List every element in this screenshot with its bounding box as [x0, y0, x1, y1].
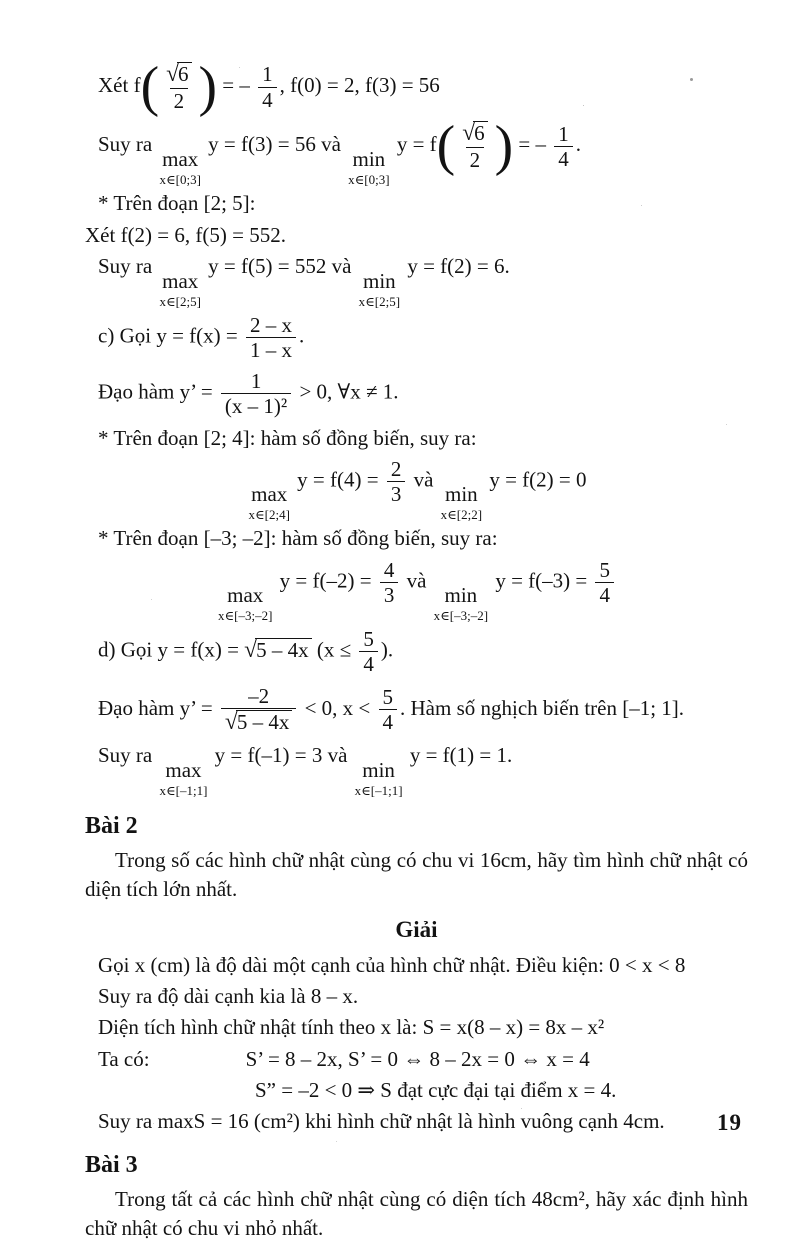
min-operator	[348, 149, 389, 186]
math-text: = –	[217, 72, 256, 97]
math-text: .	[575, 132, 581, 157]
math-text: 1	[262, 62, 273, 87]
max-min-doan-am3-am2-line	[85, 556, 748, 623]
operator-name: max	[251, 482, 288, 507]
math-text: S’ = 8 – 2x, S’ = 0 ⇔ 8 – 2x = 0 ⇔ x = 4	[245, 1046, 590, 1071]
c-goi-y-fx-line	[98, 311, 748, 364]
content	[85, 56, 748, 1244]
operator-name: max	[165, 757, 202, 782]
fraction	[595, 558, 614, 607]
radical	[244, 638, 311, 662]
math-text: 1	[558, 121, 569, 146]
suy-ra-max-min-doan-am1-1-line	[98, 741, 748, 797]
big-paren: )	[198, 56, 218, 119]
fraction	[221, 684, 296, 736]
math-text: y = f(1) = 1.	[404, 742, 513, 767]
math-text: < 0, x <	[299, 695, 376, 720]
suy-ra-canh-kia-line	[98, 982, 748, 1010]
math-text: Suy ra maxS = 16 (cm²) khi hình chữ nhật là hình vuông cạnh 4cm.	[98, 1109, 665, 1134]
math-text: y = f(3) = 56 và	[202, 132, 347, 157]
math-text: y = f(–1) = 3 và	[209, 742, 353, 767]
fraction-denominator	[258, 87, 277, 112]
operator-name: min	[363, 268, 396, 293]
math-text: y = f(5) = 552 và	[202, 253, 357, 278]
operator-name: min	[352, 147, 386, 172]
operator-name: min	[362, 757, 395, 782]
giai-heading: Giải	[395, 916, 438, 942]
math-text: Xét f	[98, 72, 141, 97]
min-operator	[434, 585, 488, 622]
operator-subscript: x∈[2;5]	[159, 293, 201, 309]
goi-x-cm-line	[98, 951, 748, 979]
fraction-denominator	[466, 147, 485, 172]
max-operator	[159, 757, 208, 798]
math-text: Suy ra	[98, 742, 158, 767]
math-text: 4	[382, 710, 394, 735]
math-text: Đạo hàm y’ =	[98, 379, 218, 404]
max-min-doan-2-4-line	[85, 455, 748, 522]
operator-subscript: x∈[2;4]	[248, 507, 290, 523]
bai-2-problem-para: Trong số các hình chữ nhật cùng có chu vi 16cm, hãy tìm hình chữ nhật có diện tích lớn nhất.	[85, 847, 748, 902]
fraction-numerator	[359, 627, 378, 651]
suy-ra-max-min-doan-0-3-line	[98, 115, 748, 188]
operator-name: max	[162, 147, 199, 172]
fraction	[246, 313, 296, 362]
math-text: * Trên đoạn [2; 5]:	[98, 191, 256, 216]
radical-sign-icon: √	[462, 120, 476, 147]
math-text: Diện tích hình chữ nhật tính theo x là: S = x(8 – x) = 8x – x²	[98, 1015, 605, 1040]
math-text: và	[401, 568, 432, 593]
fraction-numerator	[595, 558, 614, 582]
operator-subscript: x∈[0;3]	[348, 172, 390, 188]
math-text: Gọi x (cm) là độ dài một cạnh của hình chữ nhật. Điều kiện: 0 < x < 8	[98, 952, 686, 977]
fraction-denominator	[379, 709, 398, 734]
math-text: 2	[469, 148, 481, 173]
fraction-numerator	[244, 684, 273, 708]
fraction-denominator	[359, 651, 378, 676]
dao-ham-cau-c-line	[98, 367, 748, 420]
math-text: 1 – x	[249, 338, 292, 363]
math-text: 4	[383, 557, 395, 582]
math-text: 5	[363, 627, 374, 652]
math-text: ).	[380, 637, 394, 662]
tren-doan-2-5-line	[98, 189, 748, 217]
math-text: 4	[363, 652, 374, 677]
fraction-denominator	[221, 708, 296, 736]
math-text: Xét f(2) = 6, f(5) = 552.	[85, 222, 286, 247]
page-number: 19	[717, 1110, 742, 1135]
math-text: 5 – 4x	[236, 709, 290, 734]
math-text: = –	[513, 132, 552, 157]
operator-subscript: x∈[2;5]	[358, 293, 401, 309]
bai-3-problem-para: Trong tất cả các hình chữ nhật cùng có diện tích 48cm², hãy xác định hình chữ nhật có chu vi nhỏ nhất.	[85, 1186, 748, 1241]
math-text: d) Gọi y = f(x) =	[98, 637, 245, 662]
math-text: . Hàm số nghịch biến trên [–1; 1].	[400, 695, 685, 720]
s-hai-phay-line	[255, 1076, 748, 1104]
operator-name: max	[227, 583, 264, 608]
fraction-denominator	[170, 88, 189, 113]
math-text: 2	[390, 456, 402, 481]
max-operator	[249, 484, 290, 521]
math-text: Suy ra	[98, 132, 158, 157]
math-text: y = f(2) = 0	[484, 467, 587, 492]
math-text: * Trên đoạn [–3; –2]: hàm số đồng biến, suy ra:	[98, 526, 498, 551]
operator-name: min	[444, 583, 478, 608]
fraction-denominator	[554, 146, 573, 171]
fraction	[258, 62, 277, 111]
math-text: 5	[599, 557, 610, 582]
math-text: Ta có:	[98, 1046, 150, 1071]
math-text: y = f(2) = 6.	[402, 253, 510, 278]
radicand	[177, 62, 192, 87]
fraction	[359, 627, 378, 676]
d-goi-y-fx-line	[98, 625, 748, 678]
radical	[225, 710, 292, 734]
math-text: y = f(–3) =	[490, 568, 593, 593]
math-text: y = f	[391, 132, 437, 157]
min-operator	[441, 484, 482, 521]
radicand	[255, 638, 312, 663]
math-text: 5 – 4x	[256, 637, 309, 662]
math-text: y = f(–2) =	[274, 568, 377, 593]
tren-doan-am3-am2-line	[98, 524, 748, 552]
math-text: 6	[178, 62, 189, 86]
math-text: y = f(4) =	[291, 467, 384, 492]
operator-subscript: x∈[0;3]	[159, 172, 201, 188]
fraction-denominator	[387, 481, 406, 506]
big-paren: (	[436, 115, 456, 178]
operator-subscript: x∈[–1;1]	[159, 782, 208, 798]
math-text: c) Gọi y = f(x) =	[98, 323, 243, 348]
max-operator	[159, 268, 201, 309]
math-text: Suy ra	[98, 253, 158, 278]
bai-2-heading: Bài 2	[85, 812, 138, 839]
fraction-denominator	[380, 582, 399, 607]
suy-ra-max-s-line	[98, 1107, 748, 1135]
min-operator	[358, 268, 401, 309]
operator-subscript: x∈[–3;–2]	[433, 608, 489, 624]
fraction	[221, 369, 291, 418]
ta-co-dao-ham-s-line	[98, 1045, 748, 1073]
radical	[462, 121, 487, 145]
math-text: Suy ra độ dài cạnh kia là 8 – x.	[98, 984, 359, 1009]
math-text: 4	[558, 146, 569, 171]
dao-ham-cau-d-line	[98, 682, 748, 738]
fraction-numerator	[258, 62, 277, 86]
math-text: (x – 1)²	[224, 394, 288, 419]
radical-sign-icon: √	[224, 708, 238, 735]
fraction-denominator	[595, 582, 614, 607]
scan-noise-speckles	[690, 78, 693, 81]
fraction	[387, 457, 406, 506]
suy-ra-max-min-doan-2-5-line	[98, 252, 748, 308]
math-text: 4	[262, 87, 273, 112]
min-operator	[354, 757, 403, 798]
math-text: 2 – x	[249, 312, 292, 337]
fraction	[162, 61, 195, 113]
math-text: 3	[383, 582, 395, 607]
big-paren: (	[140, 56, 160, 119]
radical-sign-icon: √	[244, 636, 258, 663]
max-operator	[218, 585, 272, 622]
math-text: .	[298, 323, 305, 348]
fraction-denominator	[246, 337, 296, 362]
radicand	[236, 710, 293, 735]
fraction	[458, 120, 491, 172]
fraction	[554, 122, 573, 171]
fraction-numerator	[554, 122, 573, 146]
math-text: –2	[248, 683, 270, 708]
fraction	[380, 558, 399, 607]
fraction-numerator	[387, 457, 406, 481]
fraction-numerator	[162, 61, 195, 88]
math-text: và	[408, 467, 439, 492]
math-text: 5	[382, 685, 394, 710]
math-text: * Trên đoạn [2; 4]: hàm số đồng biến, suy ra:	[98, 425, 477, 450]
xet-f2-f5-line	[85, 221, 748, 249]
operator-name: max	[162, 268, 199, 293]
math-text: 1	[250, 369, 262, 394]
math-text: (x ≤	[311, 637, 357, 662]
operator-subscript: x∈[2;2]	[440, 507, 483, 523]
math-text: 3	[390, 482, 402, 507]
math-text: 4	[599, 582, 610, 607]
tren-doan-2-4-line	[98, 424, 748, 452]
radical-sign-icon: √	[166, 61, 180, 87]
fraction-numerator	[246, 313, 296, 337]
fraction-numerator	[247, 369, 266, 393]
fraction-numerator	[458, 120, 491, 147]
operator-subscript: x∈[–3;–2]	[218, 608, 273, 624]
radicand	[473, 121, 488, 146]
math-text: S” = –2 < 0 ⇒ S đạt cực đại tại điểm x = 4.	[255, 1078, 617, 1103]
operator-name: min	[445, 482, 478, 507]
xet-f-sqrt6-line	[98, 56, 748, 119]
radical	[166, 62, 191, 86]
math-text: 2	[173, 89, 185, 114]
math-text: Đạo hàm y’ =	[98, 695, 218, 720]
math-text: > 0, ∀x ≠ 1.	[294, 379, 399, 404]
fraction-numerator	[379, 685, 398, 709]
big-paren: )	[494, 115, 514, 178]
math-text: 6	[474, 121, 485, 146]
max-operator	[160, 149, 201, 186]
bai-3-heading: Bài 3	[85, 1151, 138, 1178]
fraction	[379, 685, 398, 734]
fraction-denominator	[221, 393, 291, 418]
math-text: , f(0) = 2, f(3) = 56	[279, 72, 440, 97]
dien-tich-tinh-theo-x-line	[98, 1013, 748, 1041]
fraction-numerator	[380, 558, 399, 582]
operator-subscript: x∈[–1;1]	[354, 782, 403, 798]
